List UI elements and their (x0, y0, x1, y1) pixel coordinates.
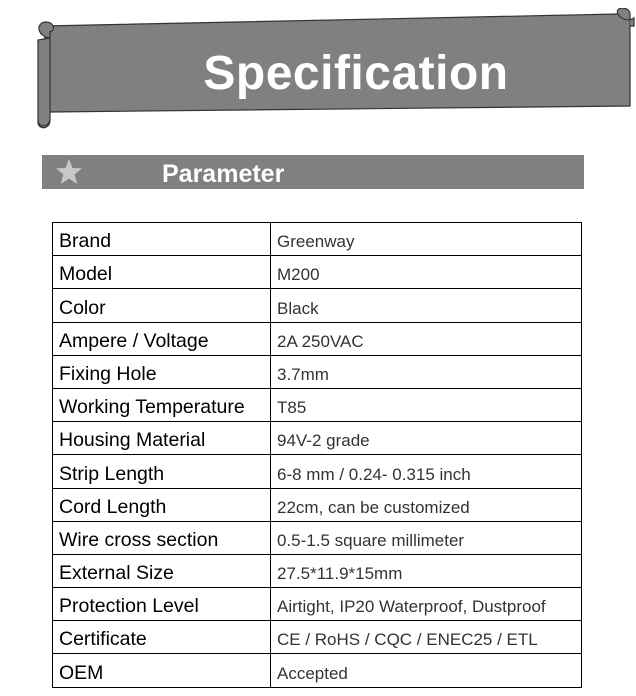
spec-value: Accepted (271, 654, 582, 687)
section-title: Parameter (162, 160, 285, 188)
table-row (53, 422, 582, 455)
table-row (53, 521, 582, 554)
star-icon (54, 157, 84, 192)
spec-value: M200 (271, 256, 582, 289)
table-row (53, 388, 582, 421)
spec-value: 6-8 mm / 0.24- 0.315 inch (271, 455, 582, 488)
specification-banner (36, 8, 636, 130)
table-row (53, 588, 582, 621)
spec-value: T85 (271, 388, 582, 421)
table-row (53, 355, 582, 388)
spec-value: Greenway (271, 223, 582, 256)
spec-label: Working Temperature (53, 388, 271, 421)
table-row (53, 455, 582, 488)
specification-table (52, 222, 582, 688)
spec-value: 0.5-1.5 square millimeter (271, 521, 582, 554)
table-row (53, 654, 582, 687)
spec-label: Fixing Hole (53, 355, 271, 388)
table-row (53, 621, 582, 654)
table-row (53, 223, 582, 256)
table-row (53, 488, 582, 521)
spec-value: Black (271, 289, 582, 322)
spec-value: 27.5*11.9*15mm (271, 554, 582, 587)
spec-value: 94V-2 grade (271, 422, 582, 455)
table-row (53, 256, 582, 289)
spec-label: Wire cross section (53, 521, 271, 554)
table-row (53, 554, 582, 587)
spec-label: Ampere / Voltage (53, 322, 271, 355)
spec-value: CE / RoHS / CQC / ENEC25 / ETL (271, 621, 582, 654)
spec-label: Protection Level (53, 588, 271, 621)
spec-label: OEM (53, 654, 271, 687)
spec-label: Certificate (53, 621, 271, 654)
spec-label: Cord Length (53, 488, 271, 521)
table-row (53, 322, 582, 355)
table-row (53, 289, 582, 322)
spec-value: 22cm, can be customized (271, 488, 582, 521)
spec-value: 3.7mm (271, 355, 582, 388)
spec-value: Airtight, IP20 Waterproof, Dustproof (271, 588, 582, 621)
parameter-section-header (42, 155, 584, 189)
spec-label: Brand (53, 223, 271, 256)
page-title: Specification (203, 47, 509, 100)
spec-label: Strip Length (53, 455, 271, 488)
spec-label: Color (53, 289, 271, 322)
spec-label: Model (53, 256, 271, 289)
spec-label: External Size (53, 554, 271, 587)
spec-label: Housing Material (53, 422, 271, 455)
spec-value: 2A 250VAC (271, 322, 582, 355)
